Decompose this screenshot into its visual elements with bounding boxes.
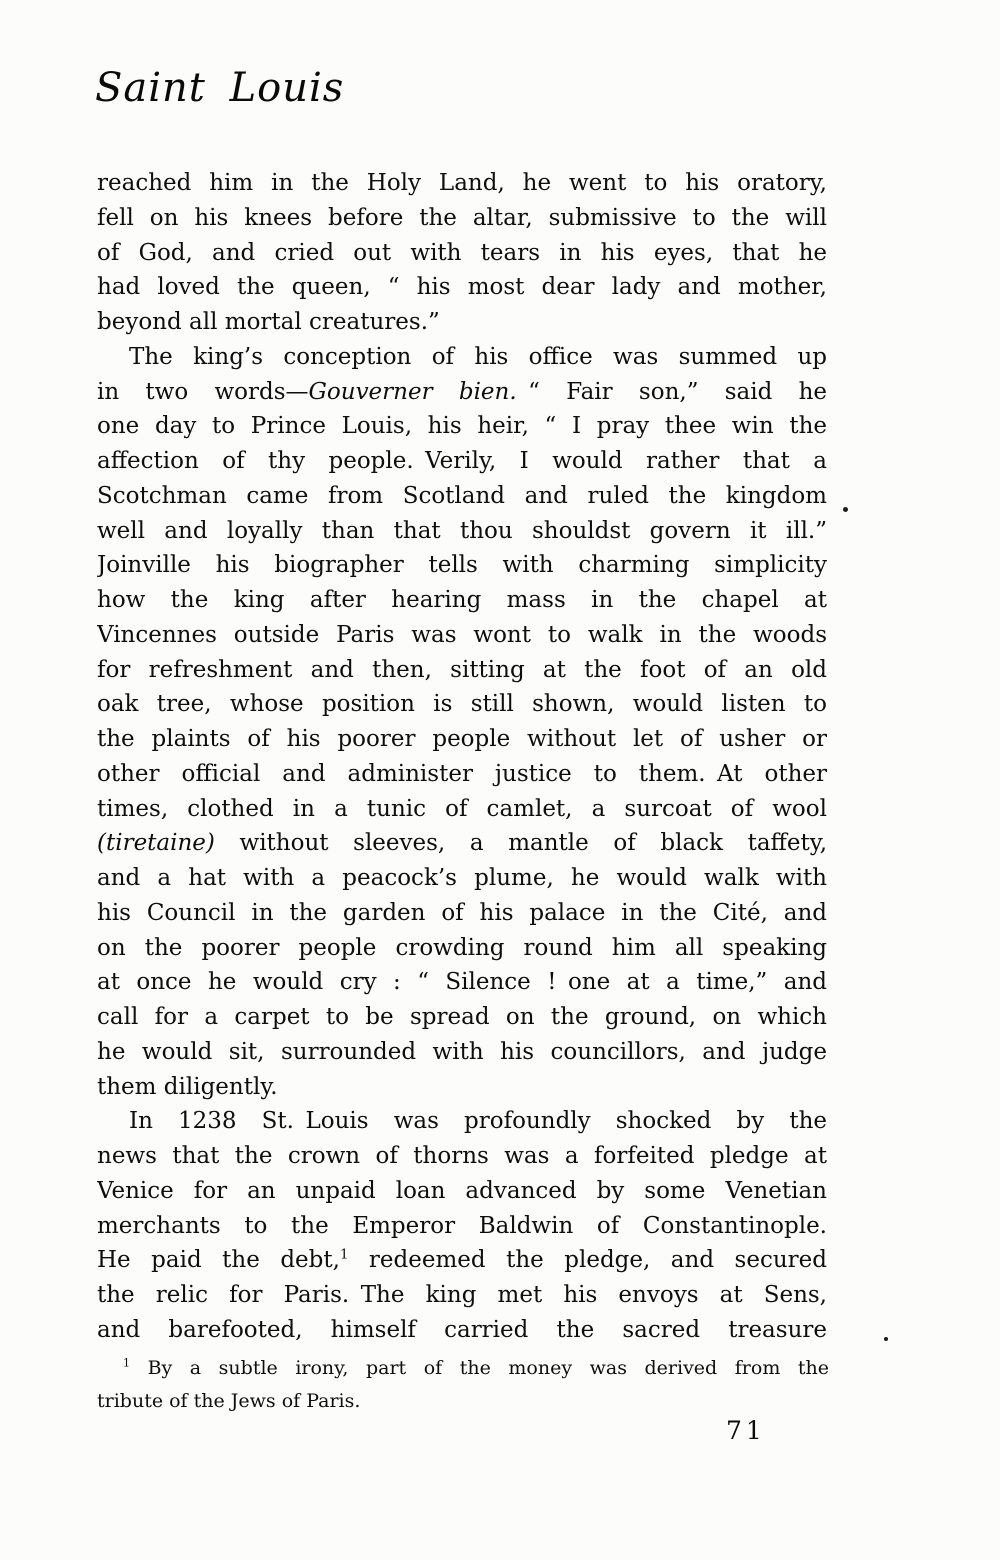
text-line: oak tree, whose position is still shown, would listen to: [97, 691, 827, 718]
text-line: and a hat with a peacock’s plume, he would walk with: [97, 865, 827, 891]
text-line: reached him in the Holy Land, he went to his oratory,: [97, 170, 827, 196]
text-line: call for a carpet to be spread on the ground, on which: [97, 1004, 827, 1030]
text-line: fell on his knees before the altar, submissive to the will: [97, 204, 827, 231]
text-line: Scotchman came from Scotland and ruled the kingdom: [97, 482, 827, 509]
footnote-text: [97, 1352, 829, 1418]
text-line: one day to Prince Louis, his heir, “ I pray thee win the: [97, 413, 827, 440]
page-title: Saint Louis: [95, 65, 345, 111]
text-line: in two words—Gouverner bien. “ Fair son,” said he: [97, 378, 827, 405]
body-text: [97, 166, 827, 1348]
text-line: on the poorer people crowding round him all speaking: [97, 934, 827, 961]
text-line: of God, and cried out with tears in his eyes, that he: [97, 239, 827, 266]
text-line: affection of thy people. Verily, I would rather that a: [97, 448, 827, 474]
text-line: He paid the debt,$^1$ redeemed the pledge, and secured: [97, 1247, 827, 1274]
ink-speck: [843, 507, 848, 512]
text-line: (tiretaine) without sleeves, a mantle of black taffety,: [97, 830, 827, 857]
page-number: 71: [726, 1416, 766, 1445]
ink-speck: [884, 1337, 888, 1341]
text-line: them diligently.: [97, 1073, 278, 1100]
text-line: tribute of the Jews of Paris.: [97, 1390, 361, 1412]
text-line: Venice for an unpaid loan advanced by some Venetian: [97, 1177, 827, 1204]
text-line: how the king after hearing mass in the chapel at: [97, 587, 827, 613]
text-line: Vincennes outside Paris was wont to walk in the woods: [97, 621, 827, 648]
text-line: the plaints of his poorer people without let of usher or: [97, 726, 827, 752]
text-line: merchants to the Emperor Baldwin of Constantinople.: [97, 1212, 827, 1239]
text-line: he would sit, surrounded with his councillors, and judge: [97, 1038, 827, 1065]
text-line: The king’s conception of his office was summed up: [129, 343, 827, 370]
text-line: his Council in the garden of his palace in the Cité, and: [97, 899, 827, 926]
text-line: times, clothed in a tunic of camlet, a surcoat of wool: [97, 795, 827, 822]
text-line: Joinville his biographer tells with charming simplicity: [97, 552, 827, 579]
text-line: beyond all mortal creatures.”: [97, 309, 440, 335]
text-line: $^1$ By a subtle irony, part of the money was derived from the: [123, 1356, 829, 1379]
text-line: In 1238 St. Louis was profoundly shocked by the: [129, 1108, 827, 1135]
text-line: news that the crown of thorns was a forfeited pledge at: [97, 1143, 827, 1169]
text-line: for refreshment and then, sitting at the foot of an old: [97, 656, 827, 683]
text-line: well and loyally than that thou shouldst govern it ill.”: [97, 517, 827, 544]
text-line: had loved the queen, “ his most dear lady and mother,: [97, 274, 827, 301]
text-line: the relic for Paris. The king met his envoys at Sens,: [97, 1282, 827, 1308]
text-line: and barefooted, himself carried the sacred treasure: [97, 1316, 827, 1343]
text-line: other official and administer justice to them. At other: [97, 760, 827, 787]
text-line: at once he would cry : “ Silence ! one at a time,” and: [97, 969, 827, 996]
